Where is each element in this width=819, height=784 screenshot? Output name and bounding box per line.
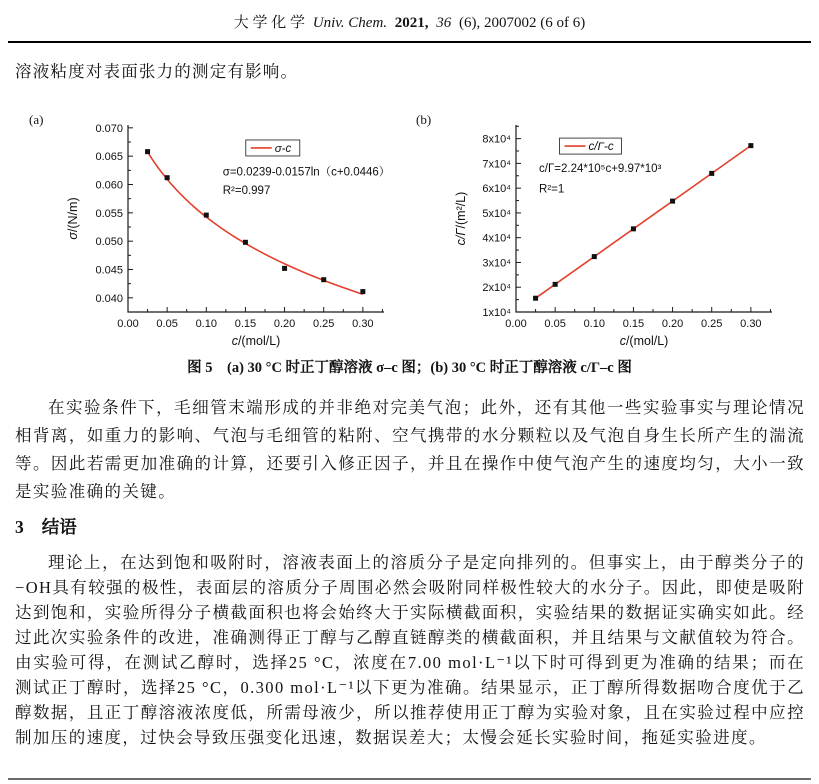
x-axis-title: c/(mol/L) [231,334,281,348]
x-tick-label: 0.15 [234,318,257,330]
y-tick-label: 7x10⁴ [482,158,511,171]
y-tick-label: 3x10⁴ [482,257,511,270]
x-tick-label: 0.30 [352,318,374,330]
y-tick-label: 0.070 [95,122,123,135]
y-tick-label: 4x10⁴ [482,232,511,245]
journal-volume: 36 [436,15,452,31]
x-tick-label: 0.05 [156,318,178,330]
fit-equation: R²=0.997 [222,185,271,198]
fit-equation: c/Γ=2.24*10⁵c+9.97*10³ [539,162,662,175]
x-tick-label: 0.25 [701,318,723,330]
intro-sentence: 溶液粘度对表面张力的测定有影响。 [15,62,299,81]
y-tick-label: 0.065 [95,151,123,164]
panel-label-a: (a) [29,112,44,127]
data-point [533,296,538,301]
fit-equation: σ=0.0239-0.0157ln（c+0.0446） [222,166,391,179]
chart-svg [452,112,782,360]
footer-rule [8,778,811,780]
y-tick-label: 0.040 [95,292,123,305]
data-point [670,199,675,204]
header-rule [8,41,811,43]
x-tick-label: 0.30 [740,318,762,330]
x-tick-label: 0.00 [117,318,139,330]
section-title: 结语 [41,517,77,537]
chart-c-over-gamma-vs-c [452,112,782,360]
y-tick-label: 0.055 [95,207,123,220]
y-tick-label: 0.045 [95,264,123,277]
data-point [592,254,597,259]
journal-issue-info: (6), 2007002 (6 of 6) [459,15,586,31]
legend-label: σ-c [274,142,292,155]
x-tick-label: 0.25 [313,318,335,330]
x-tick-label: 0.00 [505,318,527,330]
data-point [145,149,150,154]
panel-label-b: (b) [416,112,432,127]
y-tick-label: 0.060 [95,179,123,192]
x-tick-label: 0.05 [544,318,566,330]
chart-sigma-vs-c [64,112,394,360]
x-tick-label: 0.20 [273,318,296,330]
x-tick-label: 0.10 [583,318,605,330]
y-axis-title: σ/(N/m) [66,197,80,240]
y-tick-label: 2x10⁴ [482,282,511,295]
paragraph-discussion: 在实验条件下，毛细管末端形成的并非绝对完美气泡；此外，还有其他一些实验事实与理论情况相背离，如重力的影响、气泡与毛细管的粘附、空气携带的水分颗粒以及气泡自身生长所产生的湍流等。因此若需更加准确的计算，还要引入修正因子，并且在操作中使气泡产生的速度均匀，大小一致是实验准确的关键。 [15,398,805,501]
section-heading [15,514,77,539]
journal-title-cn: 大 学 化 学 [233,15,305,31]
data-point [360,289,365,294]
data-point [243,240,248,245]
data-point [204,213,209,218]
x-tick-label: 0.20 [661,318,684,330]
data-point [282,266,287,271]
legend-label: c/Γ-c [588,141,614,154]
y-tick-label: 1x10⁴ [482,307,511,319]
fit-equation: R²=1 [539,183,565,196]
x-axis-title: c/(mol/L) [619,334,669,348]
journal-header [0,11,819,32]
x-tick-label: 0.10 [195,318,217,330]
y-tick-label: 5x10⁴ [482,207,511,220]
y-axis-title: c/Γ/(m²/L) [454,191,468,246]
journal-year: 2021, [394,15,429,31]
data-point [748,143,753,148]
section-number: 3 [15,517,24,537]
y-tick-label: 0.050 [95,236,123,249]
data-point [165,175,170,180]
y-tick-label: 6x10⁴ [482,183,511,196]
paragraph-conclusion: 理论上，在达到饱和吸附时，溶液表面上的溶质分子是定向排列的。但事实上，由于醇类分子的−OH具有较强的极性，表面层的溶质分子周围必然会吸附同样极性较大的水分子。因此，即使是吸附达到饱和，实验所得分子横截面积也将会始终大于实际横截面积，实验结果的数据证实确实如此。经过此次实验条件的改进，准确测得正丁醇与乙醇直链醇类的横截面积，并且结果与文献值较为符合。由实验可得，在测试乙醇时，选择25 °C，浓度在7.00 mol·L⁻¹以下时可得到更为准确的结果；而在测试正丁醇时，选择25 °C，0.300 mol·L⁻¹以下更为准确。结果显示，正丁醇所得数据吻合度优于乙醇数据，且正丁醇溶液浓度低，所需母液少，所以推荐使用正丁醇为实验对象，且在实验过程中应控制加压的速度，过快会导致压强变化迅速，数据误差大；太慢会延长实验时间，拖延实验进度。 [15,553,805,747]
x-tick-label: 0.15 [622,318,645,330]
data-point [709,171,714,176]
journal-title-en: Univ. Chem. [312,15,388,31]
y-tick-label: 8x10⁴ [482,133,511,146]
data-point [553,282,558,287]
chart-svg [64,112,394,360]
data-point [631,226,636,231]
data-point [321,277,326,282]
figure-caption: 图 5 (a) 30 °C 时正丁醇溶液 σ–c 图；(b) 30 °C 时正丁醇溶液 c/Γ–c 图 [187,360,632,376]
